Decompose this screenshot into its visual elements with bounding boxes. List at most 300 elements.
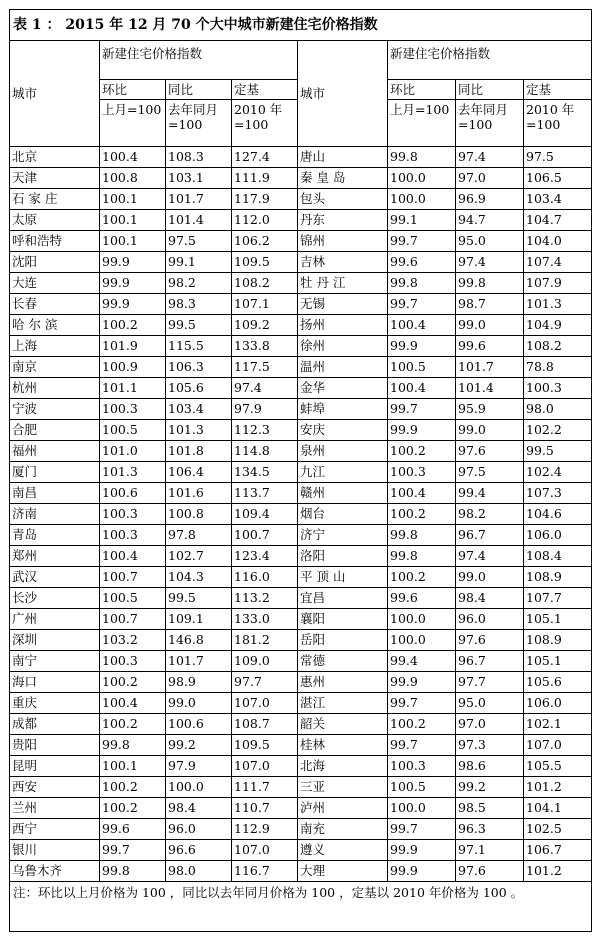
left-mom-cell: 100.1 xyxy=(100,210,166,231)
right-base-cell: 102.2 xyxy=(524,420,592,441)
left-mom-cell: 100.3 xyxy=(100,651,166,672)
right-city-cell: 烟台 xyxy=(298,504,388,525)
right-city-cell: 洛阳 xyxy=(298,546,388,567)
left-city-cell: 西宁 xyxy=(10,819,100,840)
left-mom-cell: 99.8 xyxy=(100,861,166,882)
right-base-cell: 78.8 xyxy=(524,357,592,378)
right-mom-cell: 100.4 xyxy=(388,483,456,504)
right-yoy-cell: 99.4 xyxy=(456,483,524,504)
table-row xyxy=(10,441,592,462)
right-yoy-cell: 98.6 xyxy=(456,756,524,777)
left-yoy-cell: 103.1 xyxy=(166,168,232,189)
right-mom-cell: 100.5 xyxy=(388,357,456,378)
left-city-cell: 天津 xyxy=(10,168,100,189)
left-base-cell: 110.7 xyxy=(232,798,298,819)
right-mom-cell: 99.7 xyxy=(388,819,456,840)
table-row xyxy=(10,546,592,567)
left-city-cell: 大连 xyxy=(10,273,100,294)
right-base-cell: 108.4 xyxy=(524,546,592,567)
left-city-cell: 杭州 xyxy=(10,378,100,399)
right-mom-cell: 99.6 xyxy=(388,588,456,609)
left-base-cell: 112.3 xyxy=(232,420,298,441)
left-yoy-cell: 101.8 xyxy=(166,441,232,462)
right-city-cell: 温州 xyxy=(298,357,388,378)
left-yoy-cell: 98.3 xyxy=(166,294,232,315)
right-yoy-cell: 97.6 xyxy=(456,861,524,882)
right-base-cell: 106.0 xyxy=(524,525,592,546)
left-yoy-cell: 99.5 xyxy=(166,315,232,336)
right-city-cell: 泸州 xyxy=(298,798,388,819)
right-mom-cell: 99.7 xyxy=(388,735,456,756)
right-city-cell: 岳阳 xyxy=(298,630,388,651)
left-mom-cell: 100.6 xyxy=(100,483,166,504)
left-mom-cell: 103.2 xyxy=(100,630,166,651)
table-row xyxy=(10,735,592,756)
left-base-cell: 97.7 xyxy=(232,672,298,693)
left-base-cell: 113.2 xyxy=(232,588,298,609)
left-yoy-cell: 101.7 xyxy=(166,651,232,672)
left-city-cell: 兰州 xyxy=(10,798,100,819)
table-row xyxy=(10,231,592,252)
right-mom-cell: 99.9 xyxy=(388,420,456,441)
right-base-cell: 108.9 xyxy=(524,567,592,588)
right-base-cell: 99.5 xyxy=(524,441,592,462)
right-base-cell: 100.3 xyxy=(524,378,592,399)
left-city-cell: 重庆 xyxy=(10,693,100,714)
right-city-cell: 常德 xyxy=(298,651,388,672)
left-yoy-cell: 115.5 xyxy=(166,336,232,357)
right-yoy-cell: 96.7 xyxy=(456,651,524,672)
table-row xyxy=(10,189,592,210)
table-row xyxy=(10,840,592,861)
left-yoy-cell: 96.6 xyxy=(166,840,232,861)
right-mom-cell: 99.7 xyxy=(388,294,456,315)
left-yoy-cell: 101.3 xyxy=(166,420,232,441)
left-city-cell: 成都 xyxy=(10,714,100,735)
left-city-cell: 南宁 xyxy=(10,651,100,672)
right-city-cell: 安庆 xyxy=(298,420,388,441)
right-base-cell: 107.7 xyxy=(524,588,592,609)
left-mom-cell: 99.9 xyxy=(100,252,166,273)
right-yoy-cell: 98.7 xyxy=(456,294,524,315)
left-mom-cell: 100.2 xyxy=(100,714,166,735)
base-header-right: 定基 xyxy=(524,80,592,100)
left-mom-cell: 99.9 xyxy=(100,294,166,315)
base-sub-left: 2010 年=100 xyxy=(232,100,298,147)
left-base-cell: 109.5 xyxy=(232,735,298,756)
table-row xyxy=(10,651,592,672)
right-mom-cell: 100.4 xyxy=(388,378,456,399)
right-mom-cell: 100.0 xyxy=(388,630,456,651)
left-city-cell: 呼和浩特 xyxy=(10,231,100,252)
mom-sub-left: 上月=100 xyxy=(100,100,166,147)
right-base-cell: 104.1 xyxy=(524,798,592,819)
left-yoy-cell: 102.7 xyxy=(166,546,232,567)
right-yoy-cell: 96.7 xyxy=(456,525,524,546)
right-city-cell: 济宁 xyxy=(298,525,388,546)
left-yoy-cell: 101.4 xyxy=(166,210,232,231)
left-base-cell: 111.7 xyxy=(232,777,298,798)
table-row xyxy=(10,504,592,525)
right-yoy-cell: 98.4 xyxy=(456,588,524,609)
right-mom-cell: 99.9 xyxy=(388,840,456,861)
left-city-cell: 乌鲁木齐 xyxy=(10,861,100,882)
yoy-header-left: 同比 xyxy=(166,80,232,100)
right-base-cell: 104.7 xyxy=(524,210,592,231)
index-group-header-left: 新建住宅价格指数 xyxy=(100,41,298,80)
right-yoy-cell: 97.0 xyxy=(456,714,524,735)
right-yoy-cell: 96.3 xyxy=(456,819,524,840)
right-mom-cell: 100.5 xyxy=(388,777,456,798)
left-base-cell: 133.8 xyxy=(232,336,298,357)
right-city-cell: 赣州 xyxy=(298,483,388,504)
right-yoy-cell: 95.0 xyxy=(456,693,524,714)
right-city-cell: 宜昌 xyxy=(298,588,388,609)
left-mom-cell: 99.9 xyxy=(100,273,166,294)
right-mom-cell: 99.8 xyxy=(388,525,456,546)
right-city-cell: 平 顶 山 xyxy=(298,567,388,588)
left-city-cell: 沈阳 xyxy=(10,252,100,273)
left-city-cell: 青岛 xyxy=(10,525,100,546)
right-mom-cell: 99.8 xyxy=(388,273,456,294)
left-city-cell: 海口 xyxy=(10,672,100,693)
left-yoy-cell: 101.7 xyxy=(166,189,232,210)
right-mom-cell: 99.8 xyxy=(388,147,456,168)
left-mom-cell: 100.1 xyxy=(100,756,166,777)
right-base-cell: 103.4 xyxy=(524,189,592,210)
left-base-cell: 113.7 xyxy=(232,483,298,504)
right-base-cell: 105.6 xyxy=(524,672,592,693)
left-base-cell: 114.8 xyxy=(232,441,298,462)
mom-sub-right: 上月=100 xyxy=(388,100,456,147)
left-base-cell: 109.5 xyxy=(232,252,298,273)
left-mom-cell: 101.3 xyxy=(100,462,166,483)
left-city-cell: 深圳 xyxy=(10,630,100,651)
right-city-cell: 金华 xyxy=(298,378,388,399)
left-yoy-cell: 106.3 xyxy=(166,357,232,378)
left-city-cell: 太原 xyxy=(10,210,100,231)
left-mom-cell: 100.2 xyxy=(100,777,166,798)
right-city-cell: 徐州 xyxy=(298,336,388,357)
left-city-cell: 武汉 xyxy=(10,567,100,588)
left-base-cell: 107.1 xyxy=(232,294,298,315)
left-yoy-cell: 98.0 xyxy=(166,861,232,882)
left-city-cell: 上海 xyxy=(10,336,100,357)
right-mom-cell: 100.3 xyxy=(388,756,456,777)
left-mom-cell: 100.7 xyxy=(100,567,166,588)
right-city-cell: 牡 丹 江 xyxy=(298,273,388,294)
right-base-cell: 98.0 xyxy=(524,399,592,420)
right-base-cell: 101.2 xyxy=(524,861,592,882)
right-base-cell: 101.2 xyxy=(524,777,592,798)
left-city-cell: 济南 xyxy=(10,504,100,525)
right-city-cell: 遵义 xyxy=(298,840,388,861)
right-yoy-cell: 95.0 xyxy=(456,231,524,252)
right-city-cell: 三亚 xyxy=(298,777,388,798)
left-mom-cell: 100.7 xyxy=(100,609,166,630)
left-base-cell: 117.9 xyxy=(232,189,298,210)
right-city-cell: 吉林 xyxy=(298,252,388,273)
left-city-cell: 贵阳 xyxy=(10,735,100,756)
left-base-cell: 116.7 xyxy=(232,861,298,882)
right-base-cell: 107.4 xyxy=(524,252,592,273)
yoy-sub-left: 去年同月=100 xyxy=(166,100,232,147)
left-mom-cell: 101.0 xyxy=(100,441,166,462)
left-yoy-cell: 146.8 xyxy=(166,630,232,651)
table-row xyxy=(10,714,592,735)
left-mom-cell: 100.1 xyxy=(100,231,166,252)
right-city-cell: 蚌埠 xyxy=(298,399,388,420)
left-city-cell: 石 家 庄 xyxy=(10,189,100,210)
table-row xyxy=(10,609,592,630)
right-city-cell: 北海 xyxy=(298,756,388,777)
right-mom-cell: 100.3 xyxy=(388,462,456,483)
right-city-cell: 扬州 xyxy=(298,315,388,336)
right-mom-cell: 99.4 xyxy=(388,651,456,672)
right-base-cell: 105.1 xyxy=(524,651,592,672)
right-yoy-cell: 97.6 xyxy=(456,630,524,651)
left-mom-cell: 99.7 xyxy=(100,840,166,861)
left-city-cell: 西安 xyxy=(10,777,100,798)
table-row xyxy=(10,630,592,651)
left-city-cell: 北京 xyxy=(10,147,100,168)
right-mom-cell: 100.2 xyxy=(388,504,456,525)
left-yoy-cell: 97.5 xyxy=(166,231,232,252)
right-base-cell: 106.0 xyxy=(524,693,592,714)
left-mom-cell: 100.4 xyxy=(100,693,166,714)
table-row xyxy=(10,252,592,273)
table-row xyxy=(10,483,592,504)
left-mom-cell: 99.6 xyxy=(100,819,166,840)
left-yoy-cell: 101.6 xyxy=(166,483,232,504)
table-row xyxy=(10,357,592,378)
right-yoy-cell: 97.4 xyxy=(456,546,524,567)
right-yoy-cell: 97.4 xyxy=(456,252,524,273)
right-yoy-cell: 99.0 xyxy=(456,567,524,588)
left-mom-cell: 100.4 xyxy=(100,147,166,168)
price-index-table xyxy=(9,9,592,932)
left-yoy-cell: 99.2 xyxy=(166,735,232,756)
right-base-cell: 104.9 xyxy=(524,315,592,336)
left-yoy-cell: 100.6 xyxy=(166,714,232,735)
left-city-cell: 郑州 xyxy=(10,546,100,567)
right-yoy-cell: 97.4 xyxy=(456,147,524,168)
right-yoy-cell: 97.5 xyxy=(456,462,524,483)
left-city-cell: 银川 xyxy=(10,840,100,861)
left-yoy-cell: 106.4 xyxy=(166,462,232,483)
right-yoy-cell: 97.6 xyxy=(456,441,524,462)
mom-header-right: 环比 xyxy=(388,80,456,100)
left-base-cell: 100.7 xyxy=(232,525,298,546)
left-city-cell: 宁波 xyxy=(10,399,100,420)
table-row xyxy=(10,798,592,819)
table-row xyxy=(10,168,592,189)
left-base-cell: 117.5 xyxy=(232,357,298,378)
table-row xyxy=(10,861,592,882)
left-base-cell: 107.0 xyxy=(232,693,298,714)
left-yoy-cell: 98.2 xyxy=(166,273,232,294)
right-city-cell: 锦州 xyxy=(298,231,388,252)
left-mom-cell: 100.3 xyxy=(100,525,166,546)
right-city-cell: 大理 xyxy=(298,861,388,882)
right-mom-cell: 99.7 xyxy=(388,693,456,714)
right-mom-cell: 100.2 xyxy=(388,567,456,588)
right-base-cell: 101.3 xyxy=(524,294,592,315)
left-base-cell: 109.0 xyxy=(232,651,298,672)
left-mom-cell: 101.1 xyxy=(100,378,166,399)
right-mom-cell: 100.0 xyxy=(388,168,456,189)
table-row xyxy=(10,777,592,798)
right-mom-cell: 99.6 xyxy=(388,252,456,273)
right-mom-cell: 99.9 xyxy=(388,336,456,357)
table-title: 表 1 ： 2015 年 12 月 70 个大中城市新建住宅价格指数 xyxy=(10,10,592,41)
right-yoy-cell: 96.9 xyxy=(456,189,524,210)
table-row xyxy=(10,210,592,231)
right-city-cell: 秦 皇 岛 xyxy=(298,168,388,189)
right-mom-cell: 99.7 xyxy=(388,231,456,252)
left-base-cell: 108.2 xyxy=(232,273,298,294)
right-yoy-cell: 97.1 xyxy=(456,840,524,861)
right-yoy-cell: 97.3 xyxy=(456,735,524,756)
right-base-cell: 106.5 xyxy=(524,168,592,189)
left-yoy-cell: 104.3 xyxy=(166,567,232,588)
left-base-cell: 112.9 xyxy=(232,819,298,840)
left-mom-cell: 100.3 xyxy=(100,504,166,525)
left-base-cell: 112.0 xyxy=(232,210,298,231)
right-city-cell: 桂林 xyxy=(298,735,388,756)
right-mom-cell: 99.7 xyxy=(388,399,456,420)
footnote: 注：环比以上月价格为 100 ，同比以去年同月价格为 100 ，定基以 2010 年价格为 100 。 xyxy=(10,882,592,932)
table-row xyxy=(10,462,592,483)
right-mom-cell: 99.9 xyxy=(388,672,456,693)
left-mom-cell: 100.2 xyxy=(100,672,166,693)
left-yoy-cell: 99.5 xyxy=(166,588,232,609)
left-base-cell: 116.0 xyxy=(232,567,298,588)
table-row xyxy=(10,315,592,336)
index-group-header-right: 新建住宅价格指数 xyxy=(388,41,592,80)
table-row xyxy=(10,147,592,168)
right-base-cell: 106.7 xyxy=(524,840,592,861)
right-mom-cell: 100.4 xyxy=(388,315,456,336)
left-city-cell: 昆明 xyxy=(10,756,100,777)
right-city-cell: 襄阳 xyxy=(298,609,388,630)
left-base-cell: 181.2 xyxy=(232,630,298,651)
base-sub-right: 2010 年=100 xyxy=(524,100,592,147)
table-row xyxy=(10,693,592,714)
right-yoy-cell: 94.7 xyxy=(456,210,524,231)
left-base-cell: 107.0 xyxy=(232,756,298,777)
left-base-cell: 106.2 xyxy=(232,231,298,252)
table-row xyxy=(10,399,592,420)
left-mom-cell: 100.3 xyxy=(100,399,166,420)
left-city-cell: 哈 尔 滨 xyxy=(10,315,100,336)
right-yoy-cell: 97.0 xyxy=(456,168,524,189)
right-mom-cell: 99.1 xyxy=(388,210,456,231)
right-city-cell: 韶关 xyxy=(298,714,388,735)
price-index-table-container xyxy=(9,9,591,932)
left-mom-cell: 99.8 xyxy=(100,735,166,756)
left-base-cell: 123.4 xyxy=(232,546,298,567)
right-city-cell: 丹东 xyxy=(298,210,388,231)
table-row xyxy=(10,294,592,315)
right-base-cell: 104.6 xyxy=(524,504,592,525)
table-row xyxy=(10,567,592,588)
right-yoy-cell: 99.0 xyxy=(456,420,524,441)
right-base-cell: 102.1 xyxy=(524,714,592,735)
right-city-cell: 九江 xyxy=(298,462,388,483)
left-city-cell: 福州 xyxy=(10,441,100,462)
right-mom-cell: 100.0 xyxy=(388,798,456,819)
left-yoy-cell: 103.4 xyxy=(166,399,232,420)
left-base-cell: 108.7 xyxy=(232,714,298,735)
right-mom-cell: 100.0 xyxy=(388,189,456,210)
city-header-right: 城市 xyxy=(298,41,388,147)
left-yoy-cell: 98.4 xyxy=(166,798,232,819)
right-mom-cell: 100.0 xyxy=(388,609,456,630)
left-yoy-cell: 97.9 xyxy=(166,756,232,777)
right-base-cell: 102.4 xyxy=(524,462,592,483)
left-city-cell: 合肥 xyxy=(10,420,100,441)
right-mom-cell: 100.2 xyxy=(388,714,456,735)
left-mom-cell: 100.9 xyxy=(100,357,166,378)
right-mom-cell: 99.8 xyxy=(388,546,456,567)
right-city-cell: 泉州 xyxy=(298,441,388,462)
left-yoy-cell: 100.8 xyxy=(166,504,232,525)
right-city-cell: 唐山 xyxy=(298,147,388,168)
left-base-cell: 134.5 xyxy=(232,462,298,483)
left-mom-cell: 100.1 xyxy=(100,189,166,210)
left-base-cell: 127.4 xyxy=(232,147,298,168)
right-city-cell: 无锡 xyxy=(298,294,388,315)
right-base-cell: 107.9 xyxy=(524,273,592,294)
table-row xyxy=(10,588,592,609)
right-base-cell: 105.5 xyxy=(524,756,592,777)
city-header-left: 城市 xyxy=(10,41,100,147)
right-yoy-cell: 98.5 xyxy=(456,798,524,819)
left-base-cell: 107.0 xyxy=(232,840,298,861)
left-yoy-cell: 97.8 xyxy=(166,525,232,546)
right-city-cell: 包头 xyxy=(298,189,388,210)
left-city-cell: 厦门 xyxy=(10,462,100,483)
left-city-cell: 长春 xyxy=(10,294,100,315)
right-yoy-cell: 101.4 xyxy=(456,378,524,399)
right-yoy-cell: 96.0 xyxy=(456,609,524,630)
left-yoy-cell: 109.1 xyxy=(166,609,232,630)
right-base-cell: 107.0 xyxy=(524,735,592,756)
left-mom-cell: 101.9 xyxy=(100,336,166,357)
right-base-cell: 97.5 xyxy=(524,147,592,168)
left-city-cell: 长沙 xyxy=(10,588,100,609)
right-yoy-cell: 101.7 xyxy=(456,357,524,378)
right-base-cell: 105.1 xyxy=(524,609,592,630)
table-row xyxy=(10,378,592,399)
right-yoy-cell: 99.2 xyxy=(456,777,524,798)
left-mom-cell: 100.8 xyxy=(100,168,166,189)
right-yoy-cell: 98.2 xyxy=(456,504,524,525)
left-base-cell: 97.9 xyxy=(232,399,298,420)
right-base-cell: 102.5 xyxy=(524,819,592,840)
right-yoy-cell: 99.0 xyxy=(456,315,524,336)
left-mom-cell: 100.5 xyxy=(100,588,166,609)
left-base-cell: 109.2 xyxy=(232,315,298,336)
left-mom-cell: 100.2 xyxy=(100,798,166,819)
left-yoy-cell: 99.1 xyxy=(166,252,232,273)
right-base-cell: 107.3 xyxy=(524,483,592,504)
table-row xyxy=(10,756,592,777)
right-yoy-cell: 99.6 xyxy=(456,336,524,357)
left-base-cell: 97.4 xyxy=(232,378,298,399)
left-yoy-cell: 96.0 xyxy=(166,819,232,840)
